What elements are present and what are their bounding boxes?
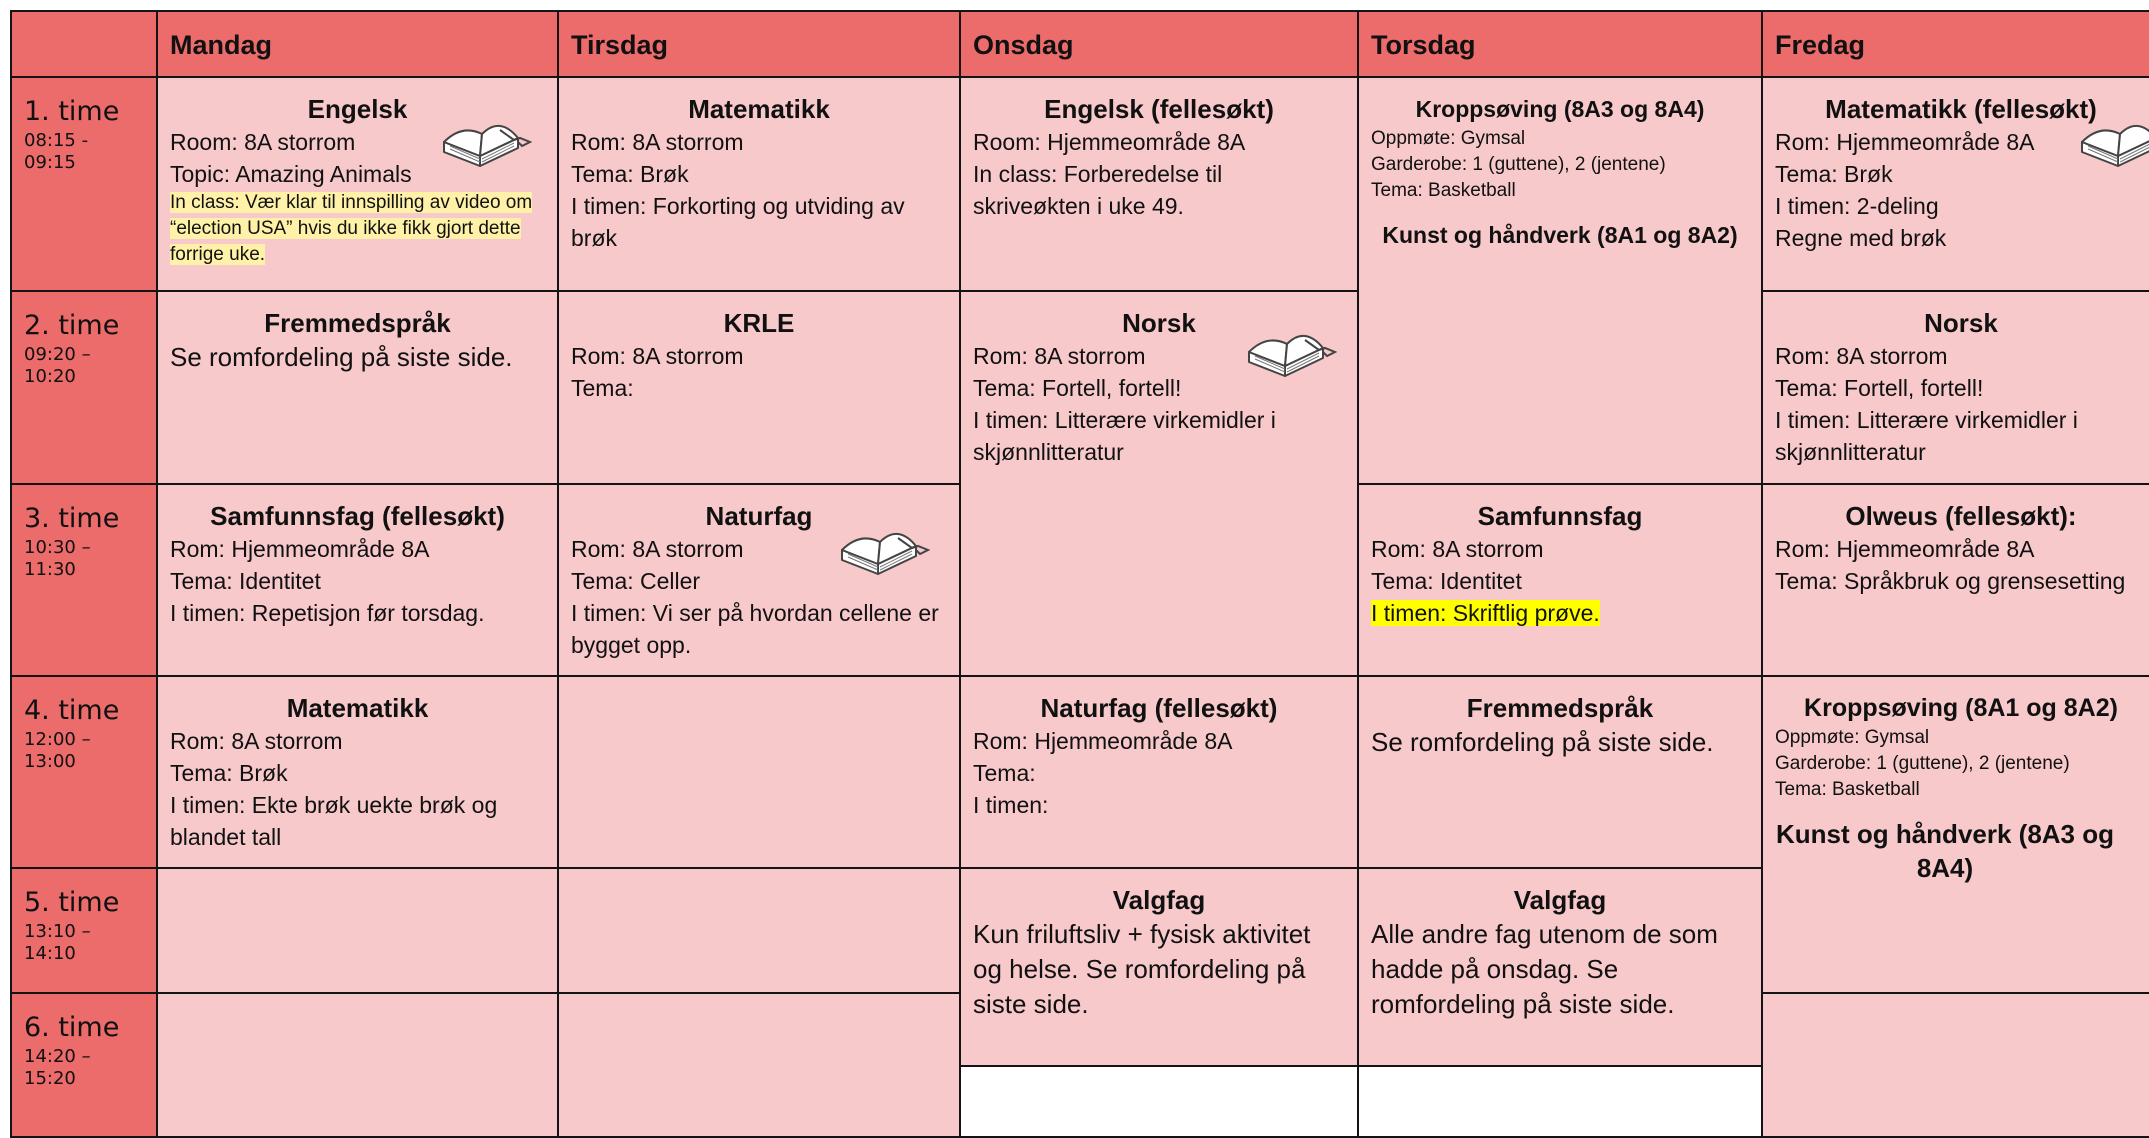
lesson-changing-room: Garderobe: 1 (guttene), 2 (jentene) [1371,154,1666,175]
lesson-room: Rom: Hjemmeområde 8A [1775,129,2035,155]
lesson-meeting: Oppmøte: Gymsal [1775,727,1930,748]
time-slot-4 [10,675,158,869]
day-header-tirsdag: Tirsdag [557,10,961,78]
time-slot-range: 13:10 – 14:10 [24,921,91,964]
lesson-title: Valgfag [1112,885,1206,915]
lesson-activity: I timen: Forkorting og utviding av brøk [571,193,905,251]
lesson-fredag-3[interactable] [1761,483,2149,677]
lesson-note [170,190,545,268]
lesson-mandag-5[interactable] [156,867,559,994]
lesson-title: Matematikk [286,693,429,723]
lesson-title-secondary: Kunst og håndverk (8A3 og 8A4) [1775,819,2115,883]
lesson-title: KRLE [723,308,795,338]
time-slot-1 [10,76,158,292]
time-slot-label: 6. time [24,1012,120,1043]
lesson-title: Matematikk (fellesøkt) [1825,94,2097,124]
lesson-activity-extra: Regne med brøk [1775,225,1947,251]
lesson-tirsdag-4[interactable] [557,675,961,869]
lesson-topic: Tema: Celler [571,568,701,594]
lesson-info: Alle andre fag utenom de som hadde på onsdag. Se romfordeling på siste side. [1371,919,1718,1019]
book-icon [2078,112,2149,170]
lesson-info: Se romfordeling på siste side. [170,342,513,372]
time-slot-label: 2. time [24,310,120,341]
lesson-activity: I timen: Ekte brøk uekte brøk og blandet tall [170,792,498,850]
lesson-activity: I timen: Vi ser på hvordan cellene er bygget opp. [571,600,939,658]
lesson-topic: Tema: Brøk [170,760,288,786]
lesson-tirsdag-1[interactable] [557,76,961,292]
lesson-activity: In class: Forberedelse til skriveøkten i uke 49. [973,161,1223,219]
lesson-info: Kun friluftsliv + fysisk aktivitet og helse. Se romfordeling på siste side. [973,919,1311,1019]
lesson-room: Rom: 8A storrom [170,728,343,754]
lesson-title: Valgfag [1513,885,1607,915]
lesson-topic: Tema: Identitet [170,568,321,594]
lesson-title: Naturfag [705,501,813,531]
lesson-torsdag-4[interactable] [1357,675,1763,869]
lesson-title: Norsk [1924,308,1998,338]
day-header-onsdag: Onsdag [959,10,1359,78]
time-slot-6 [10,992,158,1138]
lesson-topic: Tema: Fortell, fortell! [1775,375,1984,401]
lesson-title: Naturfag (fellesøkt) [1040,693,1278,723]
lesson-onsdag-4[interactable] [959,675,1359,869]
lesson-title: Engelsk (fellesøkt) [1044,94,1274,124]
lesson-mandag-1[interactable] [156,76,559,292]
lesson-activity: I timen: Litterære virkemidler i skjønnlitteratur [973,407,1276,465]
book-icon [440,112,532,170]
lesson-fredag-2[interactable] [1761,290,2149,485]
lesson-topic: Tema: Basketball [1371,180,1516,201]
header-corner [10,10,158,78]
time-slot-label: 4. time [24,695,120,726]
lesson-topic: Tema: [973,760,1036,786]
lesson-activity: I timen: Litterære virkemidler i skjønnlitteratur [1775,407,2078,465]
lesson-activity: I timen: Repetisjon før torsdag. [170,600,485,626]
lesson-activity [1371,597,1749,629]
lesson-topic: Tema: Brøk [571,161,689,187]
lesson-room: Room: 8A storrom [170,129,356,155]
lesson-title: Kroppsøving (8A3 og 8A4) [1415,96,1705,122]
lesson-mandag-2[interactable] [156,290,559,485]
lesson-fredag-6[interactable] [1761,992,2149,1138]
lesson-topic: Topic: Amazing Animals [170,161,412,187]
lesson-title: Fremmedspråk [264,308,451,338]
lesson-room: Rom: 8A storrom [571,536,744,562]
time-slot-label: 1. time [24,96,120,127]
lesson-title: Samfunnsfag (fellesøkt) [210,501,505,531]
lesson-title: Kroppsøving (8A1 og 8A2) [1804,694,2118,722]
lesson-title: Olweus (fellesøkt): [1845,501,2077,531]
lesson-note-text: In class: Vær klar til innspilling av video om “election USA” hvis du ikke fikk gjort dette forrige uke. [170,192,533,265]
time-slot-range: 10:30 – 11:30 [24,537,91,580]
lesson-torsdag-5-6[interactable] [1357,867,1763,1067]
lesson-title: Fremmedspråk [1466,693,1654,723]
lesson-changing-room: Garderobe: 1 (guttene), 2 (jentene) [1775,753,2070,774]
lesson-room: Rom: Hjemmeområde 8A [973,728,1233,754]
day-header-torsdag: Torsdag [1357,10,1763,78]
lesson-title: Engelsk [307,94,408,124]
lesson-torsdag-empty [1357,1065,1763,1138]
lesson-activity: I timen: 2-deling [1775,193,1939,219]
lesson-tirsdag-2[interactable] [557,290,961,485]
book-icon [838,520,930,578]
time-slot-5 [10,867,158,994]
lesson-activity-highlight: I timen: Skriftlig prøve. [1371,600,1600,626]
lesson-mandag-3[interactable] [156,483,559,677]
lesson-topic: Tema: Basketball [1775,779,1920,800]
time-slot-2 [10,290,158,485]
book-icon [1245,322,1337,380]
lesson-activity: I timen: [973,792,1049,818]
time-slot-label: 5. time [24,887,120,918]
lesson-room: Rom: Hjemmeområde 8A [1775,536,2035,562]
lesson-info: Se romfordeling på siste side. [1371,727,1714,757]
lesson-onsdag-5-6[interactable] [959,867,1359,1067]
lesson-room: Rom: 8A storrom [1371,536,1544,562]
time-slot-label: 3. time [24,503,120,534]
time-slot-3 [10,483,158,677]
day-header-fredag: Fredag [1761,10,2149,78]
lesson-room: Rom: 8A storrom [1775,343,1948,369]
lesson-torsdag-1-2[interactable] [1357,76,1763,485]
lesson-fredag-1[interactable] [1761,76,2149,292]
lesson-title: Matematikk [688,94,830,124]
lesson-title: Norsk [1122,308,1196,338]
lesson-topic: Tema: Identitet [1371,568,1522,594]
lesson-room: Rom: Hjemmeområde 8A [170,536,430,562]
lesson-tirsdag-3[interactable] [557,483,961,677]
lesson-torsdag-3[interactable] [1357,483,1763,677]
lesson-topic: Tema: Brøk [1775,161,1893,187]
lesson-fredag-4-5[interactable] [1761,675,2149,994]
lesson-room: Rom: 8A storrom [973,343,1146,369]
lesson-title-secondary: Kunst og håndverk (8A1 og 8A2) [1382,222,1738,248]
lesson-onsdag-1[interactable] [959,76,1359,292]
day-header-mandag: Mandag [156,10,559,78]
lesson-meeting: Oppmøte: Gymsal [1371,128,1526,149]
lesson-room: Room: Hjemmeområde 8A [973,129,1246,155]
lesson-mandag-6[interactable] [156,992,559,1138]
lesson-topic: Tema: [571,375,634,401]
lesson-onsdag-empty [959,1065,1359,1138]
time-slot-range: 12:00 – 13:00 [24,729,91,772]
lesson-room: Rom: 8A storrom [571,343,744,369]
time-slot-range: 09:20 – 10:20 [24,344,91,387]
time-slot-range: 14:20 – 15:20 [24,1046,91,1089]
lesson-tirsdag-5[interactable] [557,867,961,994]
lesson-mandag-4[interactable] [156,675,559,869]
time-slot-range: 08:15 - 09:15 [24,130,89,173]
lesson-topic: Tema: Fortell, fortell! [973,375,1182,401]
lesson-title: Samfunnsfag [1477,501,1643,531]
lesson-topic: Tema: Språkbruk og grensesetting [1775,568,2126,594]
lesson-tirsdag-6[interactable] [557,992,961,1138]
lesson-room: Rom: 8A storrom [571,129,744,155]
